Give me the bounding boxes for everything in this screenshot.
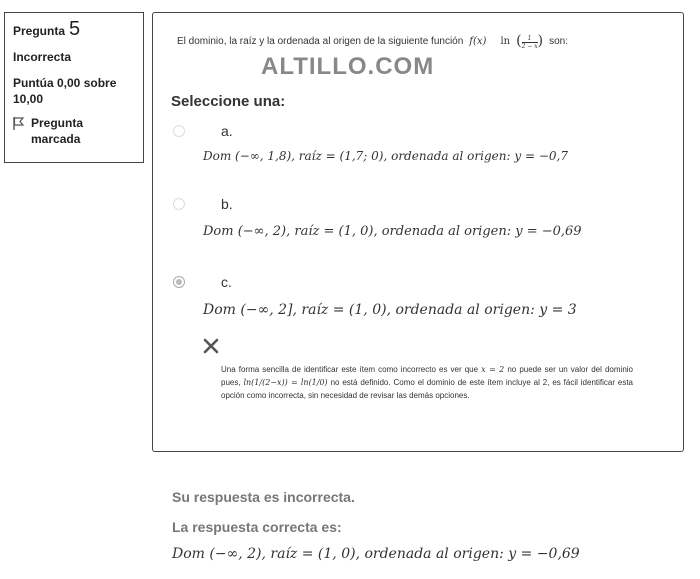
question-text	[177, 33, 568, 50]
option-a-formula: Dom (−∞, 1,8), raíz = (1,7; 0), ordenada al origen: y = −0,7	[203, 149, 568, 163]
function-name: f(x)	[469, 36, 487, 47]
option-b-letter: b.	[221, 196, 233, 212]
result-incorrect-text: Su respuesta es incorrecta.	[172, 489, 355, 505]
fraction-numerator: 1	[527, 35, 532, 42]
feedback-part2: no puede ser un valor del dominio pues,	[221, 365, 633, 387]
incorrect-x-icon	[203, 338, 219, 354]
option-c-letter: c.	[221, 274, 232, 290]
correct-answer-formula: Dom (−∞, 2), raíz = (1, 0), ordenada al origen: y = −0,69	[172, 546, 580, 562]
option-c-radio[interactable]	[173, 276, 185, 288]
correct-answer-label: La respuesta correcta es:	[172, 519, 342, 535]
question-card	[152, 12, 684, 452]
feedback-expression: ln(1/(2−x)) = ln(1/0)	[243, 378, 328, 387]
feedback-part3: no está definido. Como el dominio de este ítem incluye al 2, es fácil identificar esta opción como incorrecta, sin necesidad de revisar las demás opciones.	[221, 378, 633, 400]
flag-label: Pregunta marcada	[31, 116, 84, 146]
fraction-denominator: 2 − x	[521, 43, 538, 50]
option-feedback	[221, 363, 633, 402]
question-text-before: El dominio, la raíz y la ordenada al origen de la siguiente función	[177, 36, 464, 47]
option-b-radio[interactable]	[173, 198, 185, 210]
select-one-label: Seleccione una:	[171, 93, 286, 110]
feedback-condition: x = 2	[481, 365, 505, 374]
question-text-after: son:	[549, 36, 568, 47]
feedback-part1: Una forma sencilla de identificar este ítem como incorrecto es ver que	[221, 365, 479, 374]
watermark: ALTILLO.COM	[261, 53, 435, 80]
option-a-letter: a.	[221, 123, 233, 139]
question-status: Incorrecta	[13, 50, 72, 64]
function-fraction: ( $\frac{1}{2 - x}$ )	[516, 33, 544, 50]
question-word: Pregunta	[13, 24, 66, 38]
option-b-formula: Dom (−∞, 2), raíz = (1, 0), ordenada al origen: y = −0,69	[203, 224, 582, 239]
function-ln: ln	[500, 36, 511, 47]
question-info-box	[4, 12, 144, 163]
option-a-radio[interactable]	[173, 125, 185, 137]
flag-question-button[interactable]	[13, 115, 135, 147]
flag-icon	[13, 117, 25, 130]
question-score: Puntúa 0,00 sobre 10,00	[13, 76, 117, 106]
option-c-formula: Dom (−∞, 2], raíz = (1, 0), ordenada al origen: y = 3	[203, 302, 577, 318]
question-number: 5	[69, 18, 81, 40]
question-header	[13, 18, 135, 40]
